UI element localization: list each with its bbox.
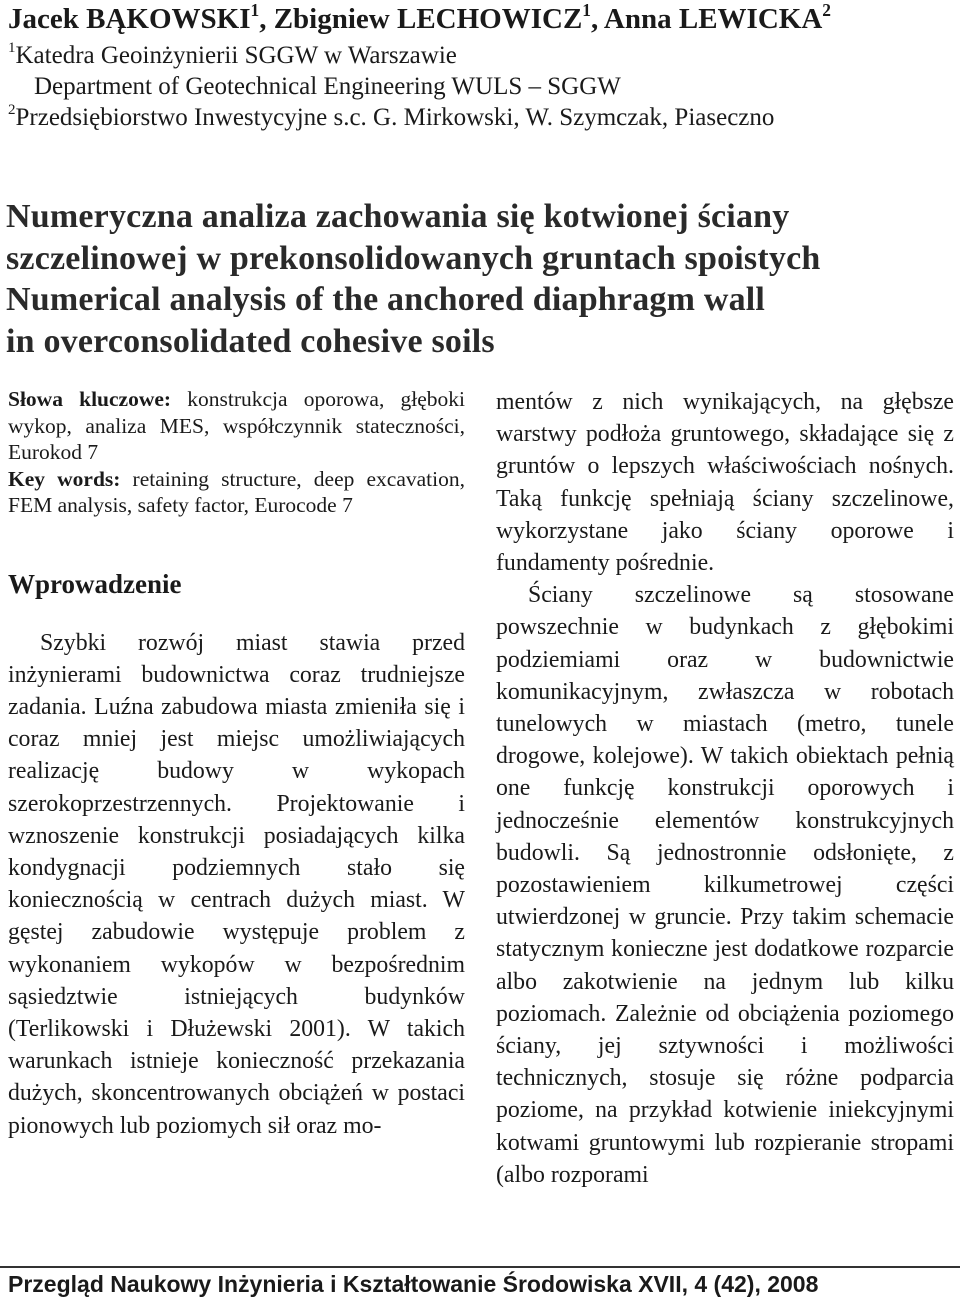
affiliation-text: Przedsiębiorstwo Inwestycyjne s.c. G. Mirkowski, W. Szymczak, Piaseczno <box>15 104 775 131</box>
author-affil-sup: 1 <box>250 0 260 20</box>
author-affil-sup: 2 <box>822 0 831 20</box>
title-en-line: Numerical analysis of the anchored diaphragm wall <box>6 281 766 318</box>
body-paragraph: Szybki rozwój miast stawia przed inżynierami budownictwa coraz trudniejsze zadania. Luźna zabudowa miasta zmieniła się i coraz mniej jest miejsc umożliwiających realizację budowy w wykopach szerokoprzestrzennych. Projektowanie i wznoszenie konstrukcji posiadających kilka kondygnacji podziemnych stało się koniecznością w centrach dużych miast. W gęstej zabudowie występuje problem z wykonaniem wykopów w bezpośrednim sąsiedztwie istniejących budynków (Terlikowski i Dłużewski 2001). W takich warunkach istnieje konieczność przekazania dużych, skoncentrowanych obciążeń w postaci pionowych lub poziomych sił oraz mo- <box>8 629 465 1139</box>
author-name: Anna LEWICKA <box>603 3 823 35</box>
right-column <box>496 386 954 1191</box>
body-paragraph: mentów z nich wynikających, na głębsze warstwy podłoża gruntowego, składające się z gruntów o lepszych właściwościach nośnych. Taką funkcję spełniają ściany szczelinowe, wykorzystane jako ściany oporowe i fundamenty pośrednie. <box>496 389 954 577</box>
section-heading: Wprowadzenie <box>8 568 182 599</box>
left-column <box>8 386 465 1142</box>
title-pl-line: szczelinowej w prekonsolidowanych gruntach spoistych <box>6 239 821 277</box>
journal-footer: Przegląd Naukowy Inżynieria i Kształtowanie Środowiska XVII, 4 (42), 2008 <box>8 1271 819 1297</box>
keywords-en <box>8 466 465 519</box>
authors-line: Jacek BĄKOWSKI$^1$, Zbigniew LECHOWICZ$^1$, Anna LEWICKA$^2$ <box>8 0 831 35</box>
keywords-pl-label: Słowa kluczowe: <box>8 387 172 411</box>
affil-sup: 1 <box>8 40 16 57</box>
affiliation-2 <box>8 102 774 133</box>
keywords-pl <box>8 386 465 466</box>
keywords-pl-text: konstrukcja oporowa, głęboki wykop, analiza MES, współczynnik stateczności, Eurokod 7 <box>8 387 465 464</box>
affiliation-1 <box>8 40 457 71</box>
title-en-line: in overconsolidated cohesive soils <box>6 322 495 360</box>
paper-title <box>6 196 956 362</box>
keywords-en-text: retaining structure, deep excavation, FEM analysis, safety factor, Eurocode 7 <box>8 466 465 517</box>
author-name: Jacek BĄKOWSKI <box>8 3 251 35</box>
affil-sup: 2 <box>8 102 16 119</box>
author-affil-sup: 1 <box>582 0 591 20</box>
body-paragraph: Ściany szczelinowe są stosowane powszechnie w budynkach z głębokimi podziemiami oraz w budownictwie komunikacyjnym, zwłaszcza w robotach tunelowych w miastach (metro, tunele drogowe, kolejowe). W takich obiektach pełnią one funkcję konstrukcji oporowych i jednocześnie elementów konstrukcyjnych budowli. Są jednostronnie odsłonięte, z pozostawieniem kilkumetrowej części utwierdzonej w gruncie. Przy takim schemacie statycznym konieczne jest dodatkowe rozparcie albo zakotwienie na jednym lub kilku poziomach. Zależnie od obciążenia poziomego ściany, jej sztywności i możliwości technicznych, stosuje się różne podparcia poziome, na przykład kotwienie iniekcyjnymi kotwami gruntowymi lub rozpieranie stropami (albo rozporami <box>496 582 954 1188</box>
title-pl-line: Numeryczna analiza zachowania się kotwionej ściany <box>6 198 790 235</box>
affiliation-1-english: Department of Geotechnical Engineering WULS – SGGW <box>34 73 621 100</box>
footer-divider <box>0 1266 960 1268</box>
keywords-en-label: Key words: <box>8 466 121 491</box>
author-name: Zbigniew LECHOWICZ <box>273 3 583 35</box>
affiliation-text: Katedra Geoinżynierii SGGW w Warszawie <box>15 42 457 69</box>
